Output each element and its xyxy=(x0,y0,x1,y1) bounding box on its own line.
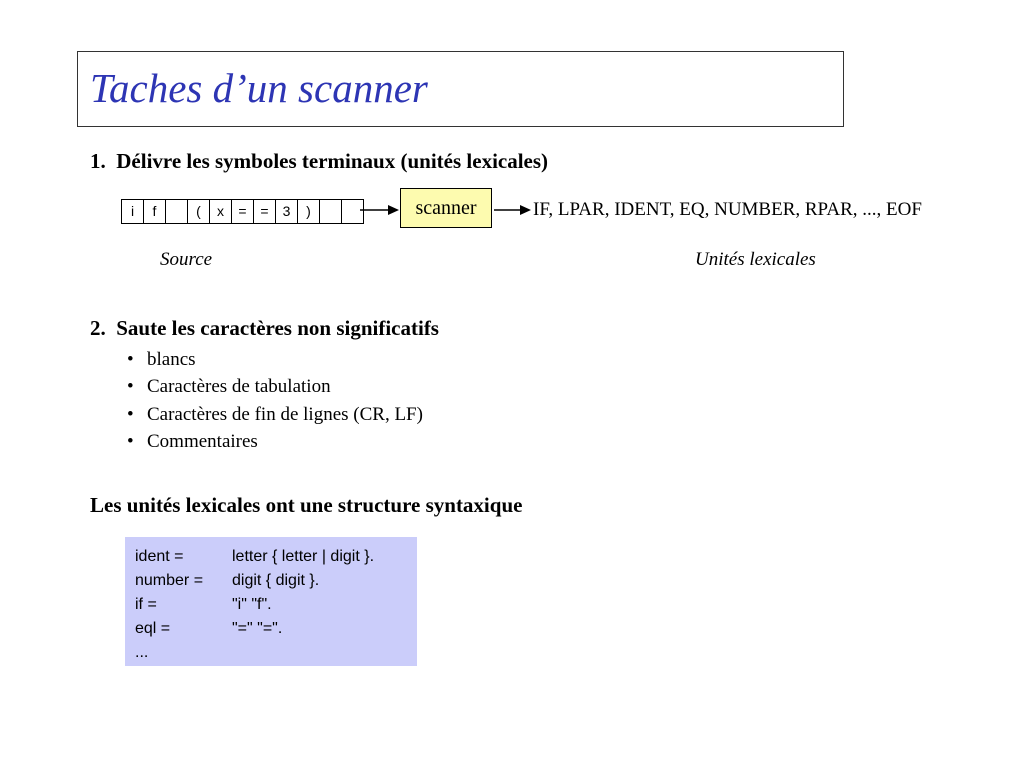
grammar-lhs: if = xyxy=(135,596,157,613)
tape-cell: = xyxy=(254,200,276,223)
scanner-label: scanner xyxy=(415,197,477,219)
grammar-row xyxy=(135,569,417,593)
scanner-box xyxy=(400,188,492,228)
units-caption: Unités lexicales xyxy=(695,249,816,270)
grammar-rhs: digit { digit }. xyxy=(232,572,320,589)
grammar-rhs: "=" "=". xyxy=(232,620,283,637)
grammar-row xyxy=(135,545,417,569)
grammar-rhs: "i" "f". xyxy=(232,596,272,613)
section-1-heading: 1. Délivre les symboles terminaux (unités lexicales) xyxy=(90,149,549,173)
grammar-rhs: letter { letter | digit }. xyxy=(232,548,375,565)
bullet-icon: • xyxy=(127,349,134,370)
arrow-to-output xyxy=(494,203,532,217)
source-caption: Source xyxy=(160,249,213,270)
list-item: • blancs xyxy=(127,346,423,373)
grammar-lhs: number = xyxy=(135,572,204,589)
tape-cell xyxy=(320,200,342,223)
tape-cell: ) xyxy=(298,200,320,223)
section-2-heading: 2. Saute les caractères non significatifs xyxy=(90,316,439,340)
slide-title: Taches d’un scanner xyxy=(90,65,428,111)
grammar-lhs: ident = xyxy=(135,548,184,565)
tape-cell: i xyxy=(122,200,144,223)
grammar-row xyxy=(135,593,417,617)
grammar-lhs: eql = xyxy=(135,620,171,637)
arrow-to-scanner xyxy=(360,203,400,217)
bullet-icon: • xyxy=(127,376,134,398)
tape-cell: f xyxy=(144,200,166,223)
source-tape xyxy=(121,199,364,224)
tape-cell: = xyxy=(232,200,254,223)
bullet-icon: • xyxy=(127,430,134,452)
list-item: • Caractères de fin de lignes (CR, LF) xyxy=(127,401,423,428)
tape-cell xyxy=(166,200,188,223)
grammar-row xyxy=(135,617,417,641)
section-3-heading: Les unités lexicales ont une structure syntaxique xyxy=(90,493,523,517)
tape-cell: 3 xyxy=(276,200,298,223)
skip-list xyxy=(127,346,423,455)
grammar-row xyxy=(135,641,417,665)
list-item: • Commentaires xyxy=(127,428,423,455)
list-item: • Caractères de tabulation xyxy=(127,373,423,400)
tape-cell: x xyxy=(210,200,232,223)
grammar-lhs: ... xyxy=(135,644,149,661)
tape-cell: ( xyxy=(188,200,210,223)
grammar-box xyxy=(125,537,417,666)
bullet-icon: • xyxy=(127,403,134,425)
title-box xyxy=(77,51,844,127)
token-output: IF, LPAR, IDENT, EQ, NUMBER, RPAR, ..., EOF xyxy=(533,199,922,220)
